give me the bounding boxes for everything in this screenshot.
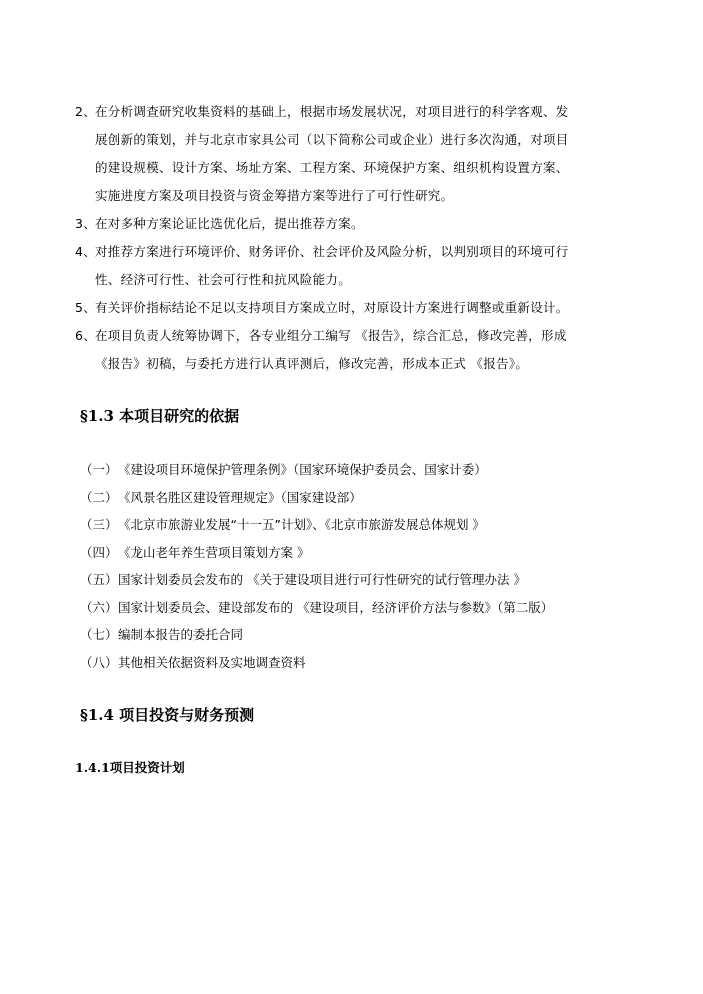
reference-text: 国家计划委员会发布的 《关于建设项目进行可行性研究的试行管理办法 》 xyxy=(118,572,526,587)
section-heading-1-4: §1.4 项目投资与财务预测 xyxy=(80,706,255,724)
reference-item xyxy=(80,484,640,512)
reference-item xyxy=(80,456,640,484)
step-text-line: 在对多种方案论证比选优化后，提出推荐方案。 xyxy=(95,216,364,231)
step-item-5 xyxy=(75,294,635,322)
step-number: 2、 xyxy=(75,104,97,119)
reference-text: 《北京市旅游业发展“十一五”计划》、《北京市旅游发展总体规划 》 xyxy=(118,517,485,532)
reference-number: （一） xyxy=(80,462,118,477)
step-text-line: 有关评价指标结论不足以支持项目方案成立时，对原设计方案进行调整或重新设计。 xyxy=(95,300,569,315)
reference-item xyxy=(80,511,640,539)
step-number: 4、 xyxy=(75,244,97,259)
step-text-line: 对推荐方案进行环境评价、财务评价、社会评价及风险分析，以判别项目的环境可行 xyxy=(95,244,569,259)
step-item-4 xyxy=(75,238,635,294)
step-text-line: 《报告》初稿，与委托方进行认真评测后，修改完善，形成本正式 《报告》。 xyxy=(95,356,529,371)
reference-number: （七） xyxy=(80,627,118,642)
subsection-heading-1-4-1: 1.4.1项目投资计划 xyxy=(75,760,185,775)
reference-text: 国家计划委员会、建设部发布的 《建设项目，经济评价方法与参数》（第二版） xyxy=(118,599,554,615)
reference-text: 《风景名胜区建设管理规定》（国家建设部） xyxy=(118,489,362,505)
reference-text: 《建设项目环境保护管理条例》（国家环境保护委员会、国家计委） xyxy=(118,462,487,477)
reference-item xyxy=(80,594,640,622)
step-item-6 xyxy=(75,322,635,378)
reference-item xyxy=(80,566,640,594)
step-item-3 xyxy=(75,210,635,238)
reference-number: （四） xyxy=(80,544,118,560)
reference-number: （六） xyxy=(80,599,118,615)
step-item-2 xyxy=(75,98,635,210)
step-text-line: 性、经济可行性、社会可行性和抗风险能力。 xyxy=(95,272,352,287)
reference-item xyxy=(80,539,640,567)
step-text-line: 的建设规模、设计方案、场址方案、工程方案、环境保护方案、组织机构设置方案、 xyxy=(95,160,569,175)
step-number: 6、 xyxy=(75,328,97,343)
step-text-line: 实施进度方案及项目投资与资金筹措方案等进行了可行性研究。 xyxy=(95,188,454,203)
section-heading-1-3: §1.3 本项目研究的依据 xyxy=(80,407,240,425)
reference-text: 《龙山老年养生营项目策划方案 》 xyxy=(118,544,310,560)
reference-text: 编制本报告的委托合同 xyxy=(118,627,244,642)
reference-number: （二） xyxy=(80,489,118,505)
reference-number: （五） xyxy=(80,572,118,587)
reference-number: （三） xyxy=(80,517,118,532)
reference-item xyxy=(80,649,640,677)
reference-text: 其他相关依据资料及实地调查资料 xyxy=(118,654,306,670)
step-text-line: 在分析调查研究收集资料的基础上，根据市场发展状况，对项目进行的科学客观、发 xyxy=(95,104,569,119)
step-number: 3、 xyxy=(75,216,97,231)
step-number: 5、 xyxy=(75,300,97,315)
step-text-line: 在项目负责人统筹协调下，各专业组分工编写 《报告》，综合汇总，修改完善，形成 xyxy=(95,328,567,343)
step-text-line: 展创新的策划，并与北京市家具公司（以下简称公司或企业）进行多次沟通，对项目 xyxy=(95,132,569,147)
reference-item xyxy=(80,621,640,649)
reference-number: （八） xyxy=(80,654,118,670)
references-list xyxy=(80,456,640,676)
